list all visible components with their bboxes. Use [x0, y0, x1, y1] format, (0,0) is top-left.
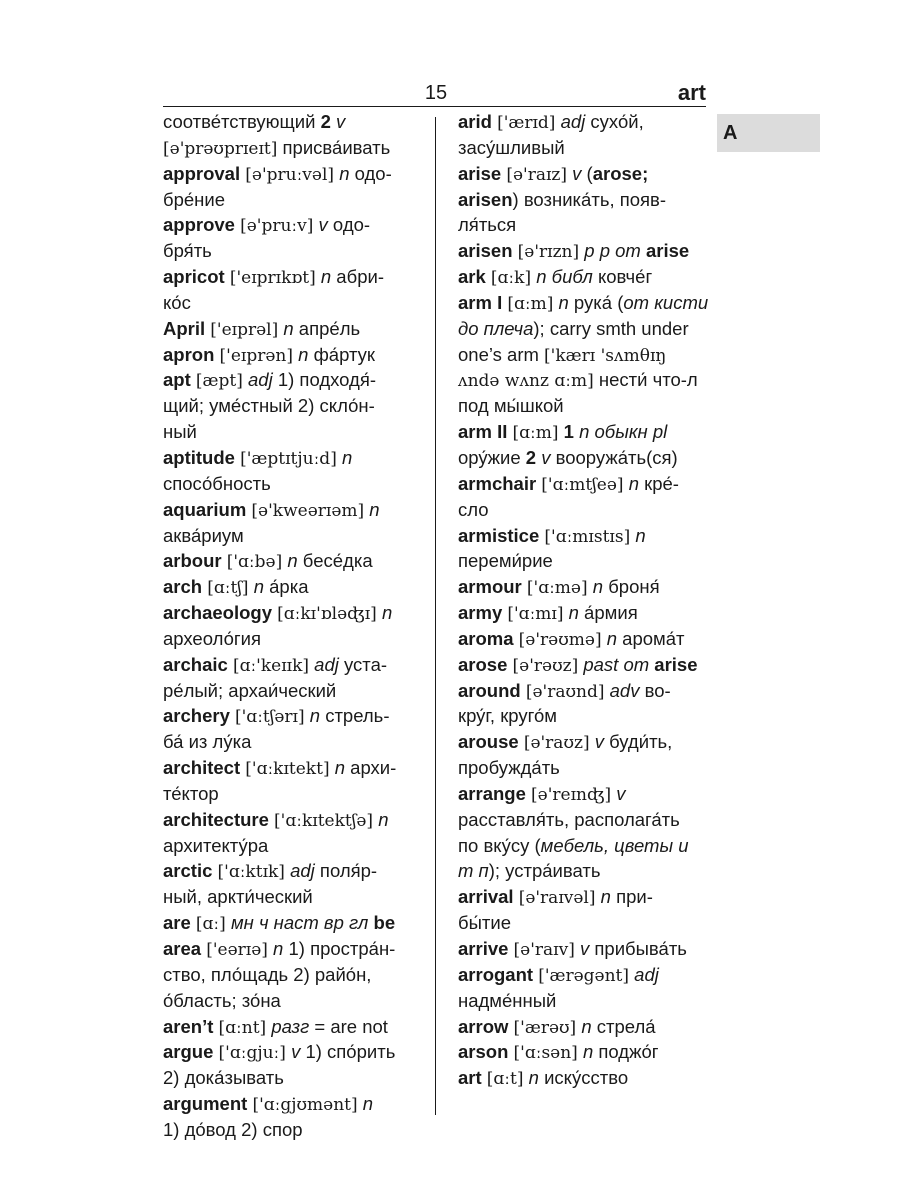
abbreviation: от кисти [623, 291, 709, 313]
entry-line [163, 936, 425, 962]
entry-line [458, 135, 718, 161]
headword: argue [163, 1041, 214, 1063]
entry-line [458, 109, 718, 135]
abbreviation: n [253, 576, 264, 598]
abbreviation: n обыкн pl [579, 421, 668, 443]
phonetic: ['ɑːkɪtekt] [245, 759, 330, 780]
entry-line [458, 858, 718, 884]
phonetic: [ə'raɪz] [506, 164, 568, 185]
phonetic: ['eərɪə] [206, 940, 268, 960]
abbreviation: n [581, 1015, 592, 1037]
entry-line [163, 471, 425, 497]
text: стрель- [320, 705, 390, 727]
headword: be [373, 912, 396, 934]
entry-line [163, 523, 425, 549]
phonetic: [ə'raɪv] [513, 940, 575, 960]
headword: arose [458, 653, 508, 675]
abbreviation: n [528, 1067, 539, 1089]
phonetic: ['ɑːkɪtektʃə] [274, 810, 374, 831]
text: ный [163, 421, 197, 443]
abbreviation: adj [560, 111, 586, 132]
headword: around [458, 679, 521, 701]
text: археоло́гия [163, 627, 261, 649]
abbreviation: n [378, 808, 389, 830]
text: поджо́г [593, 1041, 659, 1063]
entry-line [458, 316, 718, 342]
headword: aptitude [163, 446, 235, 468]
abbreviation: n [283, 317, 294, 339]
text: фа́ртук [308, 343, 375, 365]
phonetic: [ɑːtʃ] [207, 578, 249, 599]
phonetic: [ə'raʊnd] [525, 681, 605, 702]
headword: army [458, 602, 503, 624]
headword: arson [458, 1041, 509, 1063]
entry-line [163, 212, 425, 238]
entry-line [163, 497, 425, 523]
text: аква́риум [163, 524, 244, 546]
abbreviation: n [582, 1041, 594, 1063]
phonetic: ['eɪprəl] [210, 319, 279, 340]
entry-line [163, 729, 425, 755]
text: вооружа́ть(ся) [550, 446, 678, 468]
headword: archaic [163, 653, 228, 675]
entry-line [163, 161, 425, 187]
phonetic: [ɑːnt] [218, 1017, 267, 1038]
phonetic: [ə'pruːv] [240, 216, 314, 237]
text: надме́нный [458, 989, 557, 1011]
abbreviation: n [273, 938, 284, 959]
headword: archery [163, 705, 230, 727]
phonetic: [ə'pruːvəl] [245, 164, 335, 185]
text: бесе́дка [297, 550, 373, 572]
abbreviation: n [635, 524, 646, 546]
abbreviation: n [369, 498, 380, 520]
headword: area [163, 938, 202, 959]
phonetic: [ə'prəʊprɪeɪt] [163, 138, 278, 159]
entry-line [458, 367, 718, 393]
entry-line [458, 419, 718, 445]
entry-line [163, 342, 425, 368]
entry-line [163, 1065, 425, 1091]
text: бря́ть [163, 240, 212, 262]
headword: arm II [458, 421, 508, 443]
text: под мы́шкой [458, 395, 564, 417]
headword: arbour [163, 550, 222, 572]
entry-line [163, 1091, 425, 1117]
entry-line [458, 187, 718, 213]
abbreviation: мн ч наст вр гл [230, 912, 369, 934]
entry-line [458, 497, 718, 523]
headword: arise [645, 240, 690, 262]
entry-line [458, 264, 718, 290]
phonetic: ['ærɪd] [497, 113, 556, 133]
headword: art [458, 1067, 482, 1089]
entry-line [163, 393, 425, 419]
entry-line [163, 316, 425, 342]
page-number: 15 [424, 82, 448, 104]
phonetic: [ɑːm] [512, 423, 559, 444]
text: нести́ что-л [593, 369, 698, 391]
text: рука́ ( [568, 291, 624, 313]
entry-line [458, 936, 718, 962]
entry-line [458, 238, 718, 264]
phonetic: ['ɑːgjuː] [218, 1043, 286, 1064]
text: сло [458, 498, 489, 520]
abbreviation: n [287, 550, 298, 572]
abbreviation: разг [271, 1015, 310, 1037]
entry-line [163, 703, 425, 729]
text: архитекту́ра [163, 834, 269, 856]
phonetic: [æpt] [195, 371, 243, 392]
entry-line [163, 548, 425, 574]
text: а́рка [263, 576, 309, 598]
phonetic: ['ɑːmtʃeə] [541, 474, 624, 495]
entry-line [163, 419, 425, 445]
entry-line [163, 135, 425, 161]
headword: arrogant [458, 963, 534, 985]
entry-line [458, 884, 718, 910]
text: 1) подходя́- [272, 369, 377, 391]
headword: arrow [458, 1015, 509, 1037]
headword: approval [163, 162, 241, 184]
entry-line [458, 1014, 718, 1040]
text: ковче́г [592, 266, 653, 288]
phonetic: [ɑː'keɪɪk] [232, 655, 310, 676]
abbreviation: n [381, 602, 393, 624]
entry-line [163, 1039, 425, 1065]
headword: arise [458, 162, 502, 184]
column-divider [435, 117, 436, 1115]
headword: 1 [563, 421, 574, 443]
phonetic: ['ɑːktɪk] [217, 862, 285, 883]
headword: arctic [163, 860, 213, 882]
headword: arisen [458, 240, 513, 262]
phonetic: ['ɑːgjʊmənt] [252, 1095, 358, 1116]
text: сухо́й, [585, 111, 644, 132]
abbreviation: v [594, 731, 604, 753]
text: те́ктор [163, 782, 219, 804]
text: ба́ из лу́ка [163, 731, 252, 753]
headword: arouse [458, 731, 519, 753]
text: = are not [309, 1015, 388, 1037]
text: абри- [331, 266, 384, 288]
header-rule [163, 106, 706, 107]
entry-line [163, 807, 425, 833]
entry-line [163, 1014, 425, 1040]
text: буди́ть, [603, 731, 673, 753]
entry-line [163, 652, 425, 678]
entry-line [458, 212, 718, 238]
entry-line [163, 884, 425, 910]
headword: arrive [458, 938, 509, 959]
abbreviation: n [339, 162, 350, 184]
headword: apron [163, 343, 215, 365]
entry-line [458, 755, 718, 781]
text: броня́ [603, 576, 660, 598]
text: бы́тие [458, 912, 511, 934]
headword: arm I [458, 291, 503, 313]
abbreviation: adj [634, 963, 659, 985]
entry-line [163, 1117, 425, 1143]
entry-line [458, 833, 718, 859]
headword: armour [458, 576, 522, 598]
phonetic: ['ærəgənt] [538, 965, 630, 986]
headword: armistice [458, 524, 540, 546]
headword: aroma [458, 627, 514, 649]
entry-line [163, 367, 425, 393]
entry-line [458, 807, 718, 833]
headword: are [163, 912, 191, 934]
headword: 2 [320, 111, 331, 132]
abbreviation: v [318, 214, 328, 236]
phonetic: [ɑːk] [490, 268, 532, 289]
text: о́бласть; зо́на [163, 989, 281, 1011]
entry-line [458, 342, 718, 368]
phonetic: ['eɪprən] [219, 345, 293, 366]
text: ля́ться [458, 214, 517, 236]
phonetic: ['æptɪtjuːd] [240, 448, 337, 469]
headword: aren’t [163, 1015, 214, 1037]
text: ство, пло́щадь 2) райо́н, [163, 963, 372, 985]
text: одо- [349, 162, 392, 184]
text: во- [639, 679, 671, 701]
abbreviation: v [572, 162, 582, 184]
phonetic: ['ærəʊ] [513, 1017, 577, 1038]
headword: arrival [458, 886, 514, 908]
headword: argument [163, 1093, 248, 1115]
phonetic: [ɑːkɪ'ɒləʤɪ] [277, 604, 377, 625]
phonetic: [ə'kweərɪəm] [251, 500, 365, 521]
phonetic: [ɑː] [195, 914, 226, 935]
text: ) возника́ть, появ- [512, 188, 667, 210]
text: ); устра́ивать [488, 860, 601, 882]
abbreviation: adj [314, 653, 339, 675]
right-column [458, 109, 718, 1091]
entry-line [458, 548, 718, 574]
phonetic: ʌndə wʌnz ɑːm] [458, 371, 594, 392]
entry-line [458, 626, 718, 652]
text: засу́шливый [458, 136, 565, 158]
phonetic: ['ɑːtʃərɪ] [235, 707, 305, 728]
text: ко́с [163, 291, 191, 313]
phonetic: [ɑːm] [507, 293, 554, 314]
entry-line [458, 600, 718, 626]
abbreviation: p p от [584, 240, 641, 262]
headword: arose; [592, 162, 649, 184]
abbreviation: adv [609, 679, 640, 701]
abbreviation: v [291, 1041, 301, 1063]
headword: arid [458, 111, 492, 132]
phonetic: ['ɑːmɪstɪs] [544, 526, 631, 547]
abbreviation: n [309, 705, 321, 727]
abbreviation: n [558, 291, 569, 313]
abbreviation: n библ [536, 266, 593, 288]
entry-line [458, 729, 718, 755]
entry-line [458, 574, 718, 600]
entry-line [458, 703, 718, 729]
abbreviation: n [362, 1093, 374, 1115]
text: ре́лый; архаи́ческий [163, 679, 337, 701]
headword: architect [163, 757, 241, 779]
headword: armchair [458, 472, 537, 494]
text: бре́ние [163, 188, 226, 210]
entry-line [458, 445, 718, 471]
text: переми́рие [458, 550, 553, 572]
abbreviation: т п [458, 860, 489, 882]
headword: April [163, 317, 206, 339]
entry-line [458, 1065, 718, 1091]
abbreviation: n [341, 446, 353, 468]
entry-line [458, 161, 718, 187]
text: расставля́ть, располага́ть [458, 808, 680, 830]
headword: architecture [163, 808, 269, 830]
phonetic: [ɑːt] [486, 1069, 524, 1090]
text: ( [581, 162, 593, 184]
text: соотве́тствующий [163, 111, 321, 132]
abbreviation: до плеча [458, 317, 534, 339]
headword: arrange [458, 782, 526, 804]
text: одо- [327, 214, 371, 236]
headword: apt [163, 369, 191, 391]
abbreviation: n [334, 757, 346, 779]
headword: archaeology [163, 602, 272, 624]
entry-line [163, 626, 425, 652]
entry-line [163, 755, 425, 781]
entry-line [458, 1039, 718, 1065]
abbreviation: n [298, 343, 309, 365]
text: пробужда́ть [458, 757, 560, 779]
abbreviation: v [580, 938, 590, 959]
phonetic: [ə'rəʊz] [512, 655, 579, 676]
abbreviation: мебель, цветы и [540, 834, 689, 856]
entry-line [163, 109, 425, 135]
entry-line [458, 910, 718, 936]
text: прибыва́ть [589, 938, 687, 959]
entry-line [163, 962, 425, 988]
text: по вку́су ( [458, 834, 541, 856]
phonetic: ['ɑːbə] [226, 552, 283, 573]
phonetic: ['kærɪ 'sʌmθɪŋ [544, 345, 667, 366]
entry-line [458, 962, 718, 988]
entry-line [163, 781, 425, 807]
text: 1) до́вод 2) спор [163, 1118, 303, 1140]
text: а́рмия [578, 602, 638, 624]
text: иску́сство [538, 1067, 629, 1089]
entry-line [458, 290, 718, 316]
entry-line [163, 833, 425, 859]
text: стрела́ [591, 1015, 656, 1037]
text: 2) дока́зывать [163, 1067, 284, 1089]
headword: 2 [525, 446, 537, 468]
text: кре́- [638, 472, 679, 494]
text: ); carry smth under [533, 317, 689, 339]
letter-tab: A [717, 114, 820, 152]
abbreviation: adj [248, 369, 273, 391]
text: щий; уме́стный 2) скло́н- [163, 395, 375, 417]
entry-line [163, 574, 425, 600]
abbreviation: adj [290, 860, 315, 882]
text: ный, аркти́ческий [163, 886, 313, 908]
text: при- [610, 886, 653, 908]
entry-line [458, 988, 718, 1014]
headword: arise [654, 653, 698, 675]
phonetic: ['ɑːmɪ] [507, 604, 564, 625]
phonetic: ['eɪprɪkɒt] [229, 268, 316, 289]
text: 1) простра́н- [283, 938, 396, 959]
abbreviation: v [541, 446, 551, 468]
entry-line [458, 652, 718, 678]
entry-line [458, 393, 718, 419]
text: уста- [338, 653, 388, 675]
text: поля́р- [314, 860, 378, 882]
abbreviation: n [568, 602, 579, 624]
entry-line [458, 781, 718, 807]
entry-line [163, 187, 425, 213]
phonetic: [ə'raɪvəl] [518, 888, 596, 909]
phonetic: [ə'rəʊmə] [518, 629, 602, 650]
headword: arisen [458, 188, 513, 210]
headword: ark [458, 266, 486, 288]
headword: arch [163, 576, 203, 598]
left-column [163, 109, 425, 1143]
abbreviation: v [336, 111, 346, 132]
entry-line [163, 600, 425, 626]
abbreviation: n [320, 266, 332, 288]
text: архи- [345, 757, 397, 779]
text: ору́жие [458, 446, 526, 468]
abbreviation: n [628, 472, 639, 494]
abbreviation: n [600, 886, 611, 908]
abbreviation: n [592, 576, 604, 598]
entry-line [163, 988, 425, 1014]
entry-line [458, 678, 718, 704]
entry-line [163, 678, 425, 704]
running-head: art [677, 80, 706, 105]
text: арома́т [617, 627, 685, 649]
phonetic: [ə'reɪnʤ] [531, 784, 612, 805]
entry-line [163, 910, 425, 936]
phonetic: ['ɑːmə] [526, 578, 588, 599]
entry-line [163, 858, 425, 884]
text: кру́г, круго́м [458, 705, 557, 727]
phonetic: ['ɑːsən] [513, 1043, 578, 1064]
phonetic: [ə'raʊz] [523, 733, 590, 754]
entry-line [163, 445, 425, 471]
headword: aquarium [163, 498, 247, 520]
entry-line [458, 471, 718, 497]
abbreviation: past от [583, 653, 650, 675]
entry-line [458, 523, 718, 549]
abbreviation: n [606, 627, 618, 649]
entry-line [163, 238, 425, 264]
entry-line [163, 290, 425, 316]
entry-line [163, 264, 425, 290]
headword: apricot [163, 266, 225, 288]
abbreviation: v [616, 782, 626, 804]
text: апре́ль [293, 317, 361, 339]
text: 1) спо́рить [300, 1041, 396, 1063]
phonetic: [ə'rɪzn] [517, 242, 580, 263]
headword: approve [163, 214, 235, 236]
text: спосо́бность [163, 472, 271, 494]
text: one’s arm [458, 343, 545, 365]
text: присва́ивать [277, 136, 391, 158]
